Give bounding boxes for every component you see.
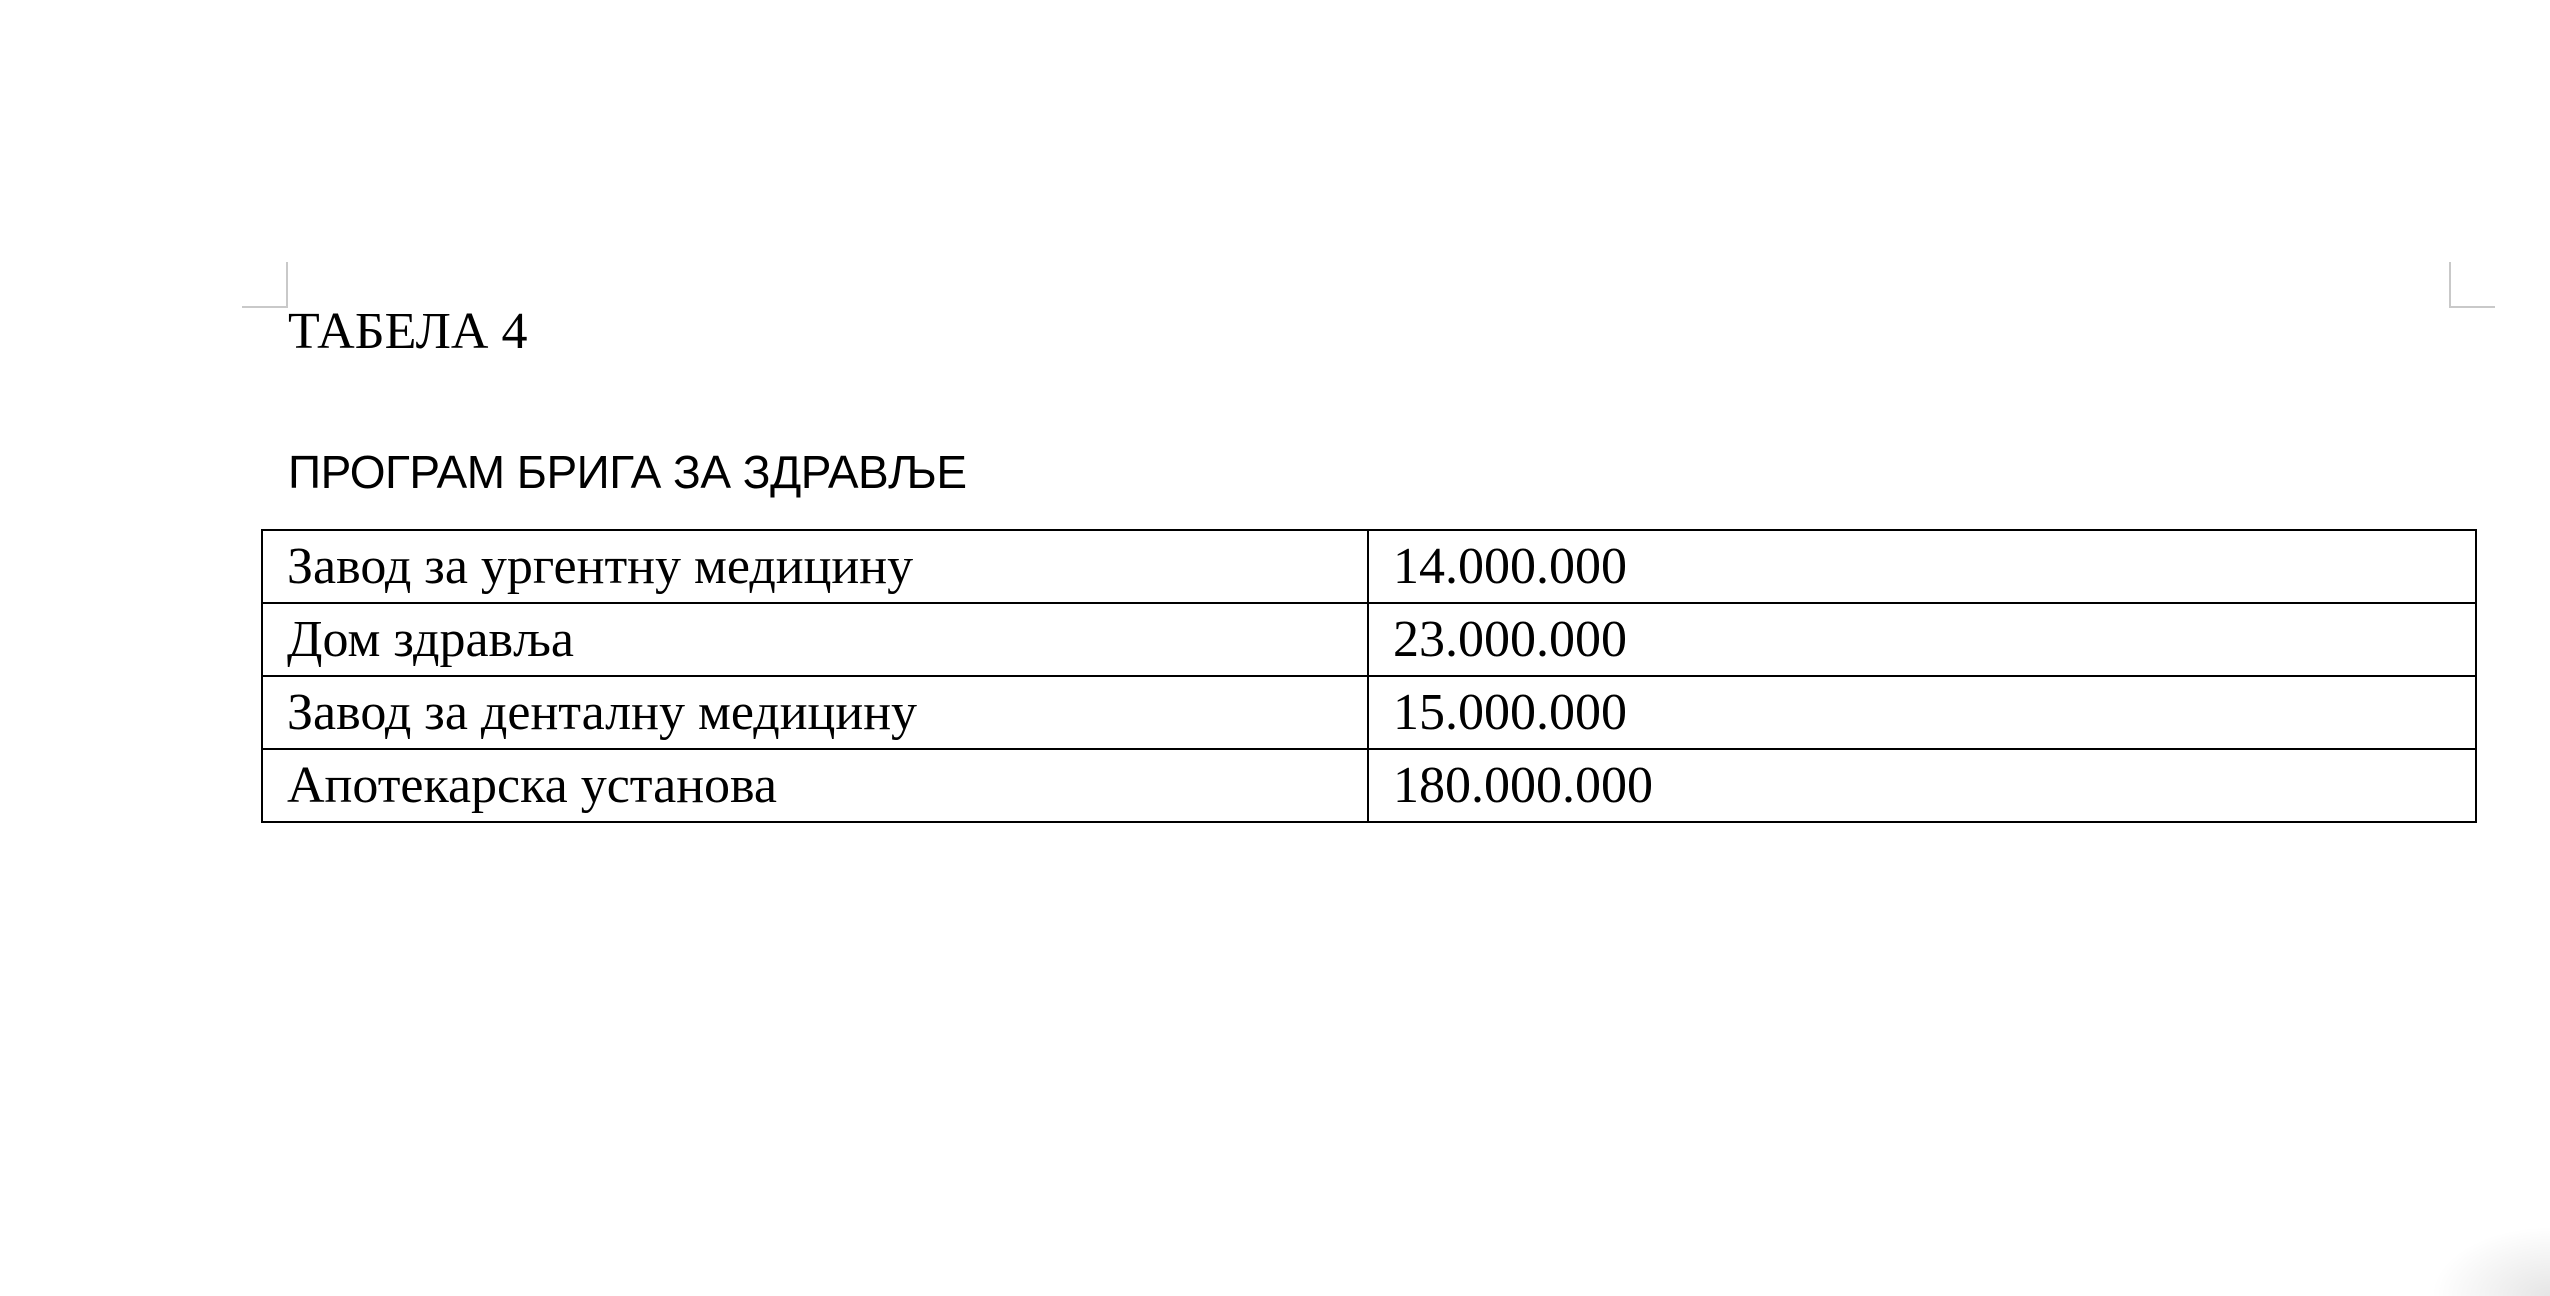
amount-cell: 14.000.000	[1368, 530, 2476, 603]
table-row	[262, 530, 2476, 603]
amount-cell: 180.000.000	[1368, 749, 2476, 822]
amount-cell: 15.000.000	[1368, 676, 2476, 749]
top-left-margin-mark	[242, 262, 288, 308]
page-edge-shadow	[2430, 1226, 2550, 1296]
table-row	[262, 749, 2476, 822]
institution-name-cell: Завод за ургентну медицину	[262, 530, 1368, 603]
table-number-heading: ТАБЕЛА 4	[288, 303, 528, 360]
top-right-margin-mark	[2449, 262, 2495, 308]
institution-name-cell: Дом здравља	[262, 603, 1368, 676]
table-row	[262, 603, 2476, 676]
institution-name-cell: Завод за денталну медицину	[262, 676, 1368, 749]
table-row	[262, 676, 2476, 749]
amount-cell: 23.000.000	[1368, 603, 2476, 676]
institution-name-cell: Апотекарска установа	[262, 749, 1368, 822]
budget-table	[261, 529, 2477, 823]
program-title: ПРОГРАМ БРИГА ЗА ЗДРАВЉЕ	[288, 446, 967, 498]
